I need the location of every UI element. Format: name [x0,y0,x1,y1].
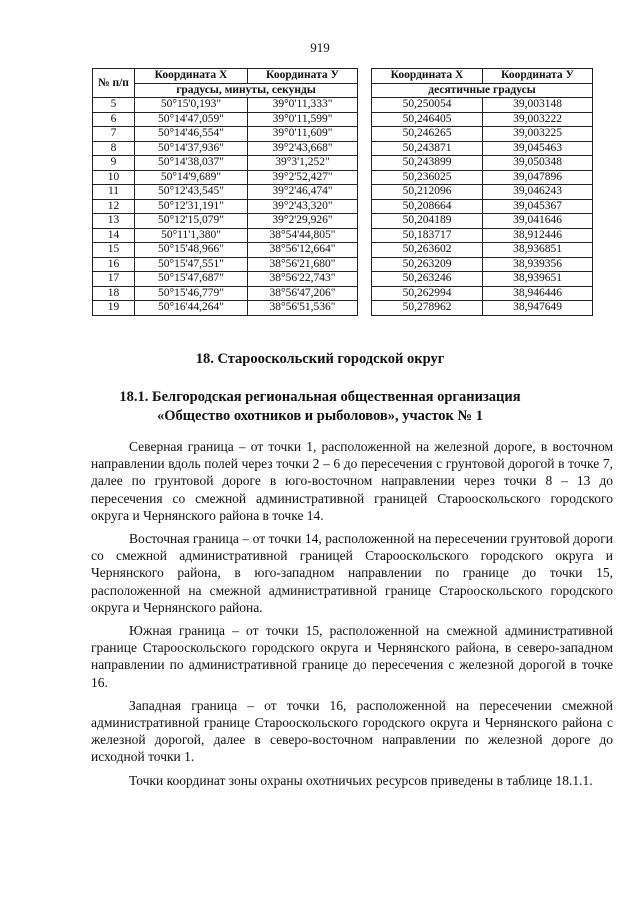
cell-x-dec: 50,263209 [372,257,483,272]
paragraph-north-boundary: Северная граница – от точки 1, расположенной на железной дороге, в восточном направлении вдоль полей через точки 2 – 6 до пересечения с грунтовой дорогой в точке 7, далее по грунтовой дороге в юго-восточном направлении через точки 8 – 13 до пересечения со смежной административной границей Старооскольского городского округа и Чернянского района в точке 14. [91,439,613,523]
cell-number: 16 [93,257,135,272]
cell-y-dms: 39°0'11,333" [248,98,358,113]
header-y-dec: Координата У [483,69,593,84]
paragraph-south-boundary: Южная граница – от точки 15, расположенной на смежной административной границе Старооскольского городского округа и Чернянского района, в северо-западном направлении по административной границе до пересечения с железной дорогой в точке 16. [91,623,613,690]
column-gap [358,127,372,142]
cell-x-dms: 50°14'47,059" [135,112,248,127]
column-gap [358,199,372,214]
cell-number: 10 [93,170,135,185]
paragraph-table-reference: Точки координат зоны охраны охотничьих ресурсов приведены в таблице 18.1.1. [129,772,593,788]
cell-x-dms: 50°11'1,380" [135,228,248,243]
cell-y-dms: 38°56'21,680" [248,257,358,272]
header-number-label: № п/п [98,77,129,89]
cell-y-dms: 38°56'47,206" [248,286,358,301]
cell-y-dec: 38,947649 [483,301,593,316]
cell-y-dms: 39°2'46,474" [248,185,358,200]
column-gap [358,243,372,258]
cell-y-dms: 39°2'52,427" [248,170,358,185]
cell-y-dec: 38,939651 [483,272,593,287]
cell-y-dec: 39,050348 [483,156,593,171]
column-gap [358,156,372,171]
cell-number: 18 [93,286,135,301]
cell-number: 6 [93,112,135,127]
cell-number: 15 [93,243,135,258]
cell-y-dec: 38,939356 [483,257,593,272]
subheader-dms: градусы, минуты, секунды [135,83,358,98]
cell-y-dec: 38,936851 [483,243,593,258]
column-gap [358,301,372,316]
cell-x-dms: 50°14'9,689" [135,170,248,185]
column-gap [358,286,372,301]
column-gap [358,98,372,113]
cell-x-dms: 50°15'47,687" [135,272,248,287]
cell-x-dec: 50,278962 [372,301,483,316]
cell-y-dms: 38°56'22,743" [248,272,358,287]
cell-y-dec: 38,912446 [483,228,593,243]
cell-y-dms: 39°2'43,320" [248,199,358,214]
table-row [93,141,593,156]
page-number: 919 [310,40,330,55]
table-row [93,228,593,243]
cell-x-dms: 50°16'44,264" [135,301,248,316]
column-gap [358,170,372,185]
column-gap [358,257,372,272]
cell-x-dms: 50°12'31,191" [135,199,248,214]
subsection-title-line2: «Общество охотников и рыболовов», участок № 1 [157,408,483,424]
header-x-dms: Координата X [135,69,248,84]
table-row [93,170,593,185]
cell-x-dms: 50°14'38,037" [135,156,248,171]
cell-x-dec: 50,263246 [372,272,483,287]
cell-y-dms: 39°2'29,926" [248,214,358,229]
header-x-dec: Координата X [372,69,483,84]
cell-y-dec: 39,047896 [483,170,593,185]
boundary-description [91,438,613,795]
table-row [93,127,593,142]
table-body [93,98,593,316]
cell-y-dms: 38°54'44,805" [248,228,358,243]
cell-x-dec: 50,246265 [372,127,483,142]
cell-x-dec: 50,246405 [372,112,483,127]
cell-y-dec: 39,045367 [483,199,593,214]
cell-y-dms: 39°0'11,599" [248,112,358,127]
table-header-row [93,69,593,84]
column-gap [358,272,372,287]
cell-x-dms: 50°12'43,545" [135,185,248,200]
cell-number: 14 [93,228,135,243]
cell-x-dec: 50,183717 [372,228,483,243]
cell-x-dms: 50°12'15,079" [135,214,248,229]
cell-y-dec: 39,041646 [483,214,593,229]
table-row [93,286,593,301]
table-row [93,301,593,316]
cell-x-dec: 50,243899 [372,156,483,171]
cell-y-dms: 39°3'1,252" [248,156,358,171]
cell-x-dec: 50,204189 [372,214,483,229]
column-gap [358,214,372,229]
cell-number: 17 [93,272,135,287]
table-row [93,272,593,287]
cell-number: 9 [93,156,135,171]
cell-y-dec: 39,003222 [483,112,593,127]
cell-x-dec: 50,243871 [372,141,483,156]
subsection-title [40,388,600,426]
cell-number: 19 [93,301,135,316]
paragraph-west-boundary: Западная граница – от точки 16, расположенной на пересечении смежной административной границе Старооскольского городского округа и Чернянского района с железной дорогой, далее в северо-восточном направлении по железной дороге до исходной точки 1. [91,697,613,765]
cell-y-dec: 39,045463 [483,141,593,156]
table-row [93,112,593,127]
section-title: 18. Старооскольский городской округ [195,351,445,367]
subsection-title-line1: 18.1. Белгородская региональная общественная организация [119,389,521,405]
subheader-decimal: десятичные градусы [372,83,593,98]
column-gap [358,228,372,243]
cell-y-dms: 39°2'43,668" [248,141,358,156]
table-row [93,243,593,258]
cell-number: 8 [93,141,135,156]
cell-x-dec: 50,208664 [372,199,483,214]
cell-x-dec: 50,250054 [372,98,483,113]
table-row [93,214,593,229]
cell-x-dms: 50°15'48,966" [135,243,248,258]
cell-y-dms: 38°56'51,536" [248,301,358,316]
cell-number: 12 [93,199,135,214]
cell-number: 13 [93,214,135,229]
header-y-dms: Координата У [248,69,358,84]
cell-x-dms: 50°15'0,193" [135,98,248,113]
table-subheader-row [93,83,593,98]
cell-y-dms: 39°0'11,609" [248,127,358,142]
cell-y-dec: 39,003225 [483,127,593,142]
cell-x-dms: 50°15'46,779" [135,286,248,301]
cell-x-dms: 50°14'37,936" [135,141,248,156]
cell-x-dms: 50°14'46,554" [135,127,248,142]
paragraph-east-boundary: Восточная граница – от точки 14, расположенной на пересечении грунтовой дороги со смежной административной границей Старооскольского городского округа и Чернянского района, в юго-западном направлении по границе до точки 15, расположенной на смежной административной границе Старооскольского городского округа и Чернянского района. [91,531,613,615]
cell-y-dec: 39,003148 [483,98,593,113]
table-row [93,98,593,113]
column-gap [358,141,372,156]
table-row [93,257,593,272]
cell-y-dms: 38°56'12,664" [248,243,358,258]
cell-x-dec: 50,262994 [372,286,483,301]
cell-number: 5 [93,98,135,113]
table-row [93,199,593,214]
cell-y-dec: 39,046243 [483,185,593,200]
header-number [93,69,135,98]
coordinates-table [92,68,593,316]
cell-number: 11 [93,185,135,200]
cell-x-dec: 50,263602 [372,243,483,258]
cell-number: 7 [93,127,135,142]
column-gap [358,185,372,200]
cell-x-dec: 50,212096 [372,185,483,200]
column-gap [358,112,372,127]
cell-y-dec: 38,946446 [483,286,593,301]
column-gap [358,69,372,98]
cell-x-dms: 50°15'47,551" [135,257,248,272]
cell-x-dec: 50,236025 [372,170,483,185]
table-row [93,185,593,200]
table-row [93,156,593,171]
